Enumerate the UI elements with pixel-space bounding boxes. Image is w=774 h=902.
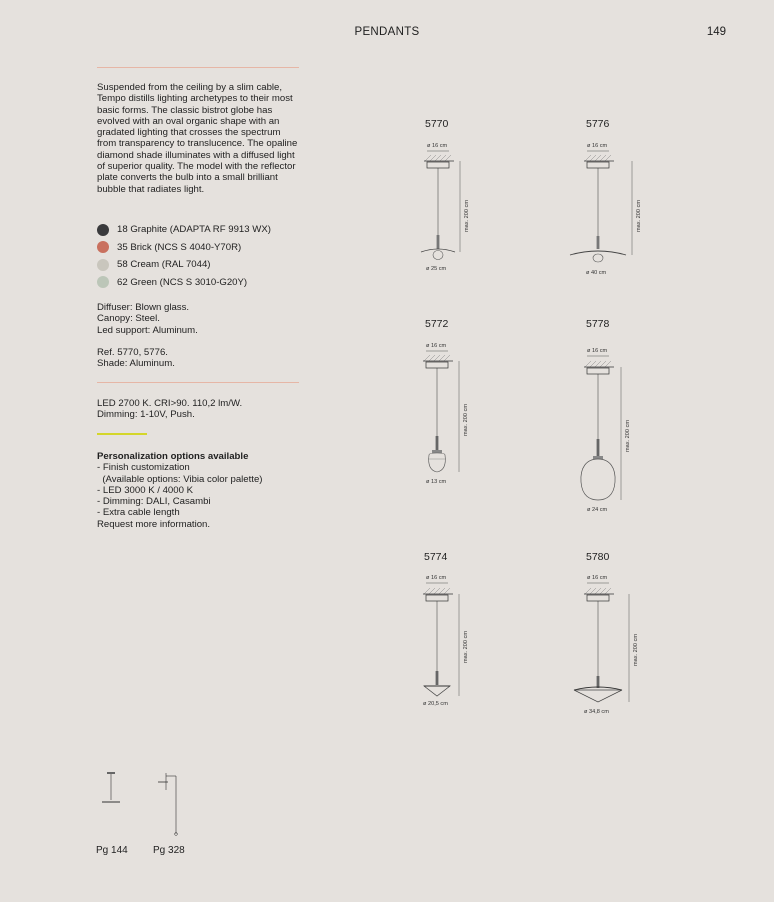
model-ref: 5778 [586, 318, 610, 330]
option-line: - Finish customization [97, 462, 190, 474]
model-ref: 5776 [586, 118, 610, 130]
model-ref: 5774 [424, 551, 448, 563]
canopy-dimension: ø 16 cm [426, 575, 447, 581]
finish-label: 62 Green (NCS S 3010-G20Y) [117, 276, 248, 288]
height-dimension: max. 200 cm [463, 630, 469, 663]
height-dimension: max. 200 cm [636, 199, 642, 232]
height-dimension: max. 200 cm [464, 199, 470, 232]
led-line: Dimming: 1-10V, Push. [97, 409, 195, 421]
page-title: PENDANTS [354, 26, 420, 38]
shade-dimension: ø 25 cm [426, 266, 447, 272]
description: Suspended from the ceiling by a slim cable, Tempo distills lighting archetypes to their most basic forms. The classic bistrot globe has evolved with an oval organic shape with an gradated lighting that crosses the spectrum from transparency to translucence. The opaline diamond shade illuminates with a diffused light of superior quality. The model with the reflector plate converts the bulb into a small brilliant bubble that radiates light. [97, 82, 298, 195]
finish-label: 58 Cream (RAL 7044) [117, 259, 211, 271]
related-page-link[interactable]: Pg 328 [153, 845, 185, 856]
shade-dimension: ø 24 cm [587, 507, 608, 513]
model-ref: 5780 [586, 551, 610, 563]
canopy-dimension: ø 16 cm [587, 348, 608, 354]
canopy-dimension: ø 16 cm [587, 143, 608, 149]
related-page-link[interactable]: Pg 144 [96, 845, 128, 856]
shade-dimension: ø 40 cm [586, 270, 607, 276]
height-dimension: max. 200 cm [625, 419, 631, 452]
material-line: Led support: Aluminum. [97, 324, 198, 336]
height-dimension: max. 200 cm [633, 633, 639, 666]
finish-label: 18 Graphite (ADAPTA RF 9913 WX) [117, 224, 271, 236]
material-line: Diffuser: Blown glass. [97, 302, 190, 313]
option-line: - LED 3000 K / 4000 K [97, 484, 193, 496]
ref-line: Shade: Aluminum. [97, 358, 175, 370]
model-ref: 5772 [425, 318, 449, 330]
option-line: (Available options: Vibia color palette) [97, 473, 263, 485]
height-dimension: max. 200 cm [463, 403, 469, 436]
page-number: 149 [706, 26, 726, 38]
personalization-title: Personalization options available [97, 451, 249, 462]
shade-dimension: ø 13 cm [426, 479, 447, 485]
canopy-dimension: ø 16 cm [587, 575, 608, 581]
canopy-dimension: ø 16 cm [427, 143, 448, 149]
model-ref: 5770 [425, 118, 449, 130]
ref-line: Ref. 5770, 5776. [97, 347, 168, 358]
finish-label: 35 Brick (NCS S 4040-Y70R) [117, 241, 242, 253]
material-line: Canopy: Steel. [97, 313, 160, 325]
shade-dimension: ø 20,5 cm [423, 701, 448, 707]
option-line: Request more information. [97, 518, 211, 530]
led-line: LED 2700 K. CRI>90. 110,2 lm/W. [97, 398, 243, 409]
option-line: - Dimming: DALI, Casambi [97, 496, 211, 508]
shade-dimension: ø 34,8 cm [584, 709, 609, 715]
option-line: - Extra cable length [97, 507, 180, 519]
canopy-dimension: ø 16 cm [426, 343, 447, 349]
